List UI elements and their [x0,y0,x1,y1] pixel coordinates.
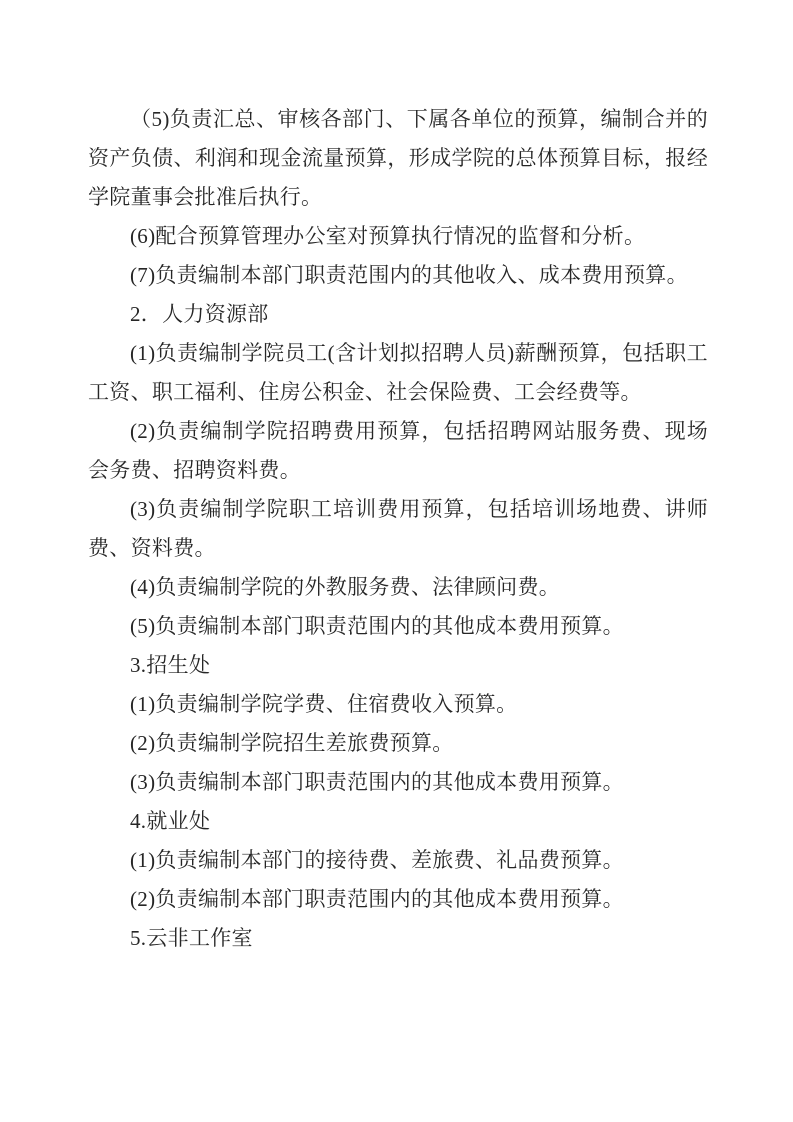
document-body [88,100,708,958]
paragraph: (7)负责编制本部门职责范围内的其他收入、成本费用预算。 [130,263,688,287]
paragraph: (1)负责编制本部门的接待费、差旅费、礼品费预算。 [130,848,624,872]
paragraph: (2)负责编制本部门职责范围内的其他成本费用预算。 [130,887,624,911]
paragraph: (2)负责编制学院招生差旅费预算。 [130,731,454,755]
section-heading: 3.招生处 [130,653,211,677]
section-heading: 4.就业处 [130,809,211,833]
paragraph: （5)负责汇总、审核各部门、下属各单位的预算，编制合并的资产负债、利润和现金流量预算，形成学院的总体预算目标，报经学院董事会批准后执行。 [88,107,708,209]
paragraph: (2)负责编制学院招聘费用预算，包括招聘网站服务费、现场会务费、招聘资料费。 [88,419,708,482]
paragraph: (5)负责编制本部门职责范围内的其他成本费用预算。 [130,614,624,638]
section-heading: 2．人力资源部 [130,302,269,326]
paragraph: (1)负责编制学院员工(含计划拟招聘人员)薪酬预算，包括职工工资、职工福利、住房公积金、社会保险费、工会经费等。 [88,341,708,404]
paragraph: (4)负责编制学院的外教服务费、法律顾问费。 [130,575,561,599]
paragraph: (1)负责编制学院学费、住宿费收入预算。 [130,692,518,716]
paragraph: (3)负责编制本部门职责范围内的其他成本费用预算。 [130,770,624,794]
paragraph: (3)负责编制学院职工培训费用预算，包括培训场地费、讲师费、资料费。 [88,497,708,560]
paragraph: (6)配合预算管理办公室对预算执行情况的监督和分析。 [130,224,646,248]
section-heading: 5.云非工作室 [130,926,253,950]
